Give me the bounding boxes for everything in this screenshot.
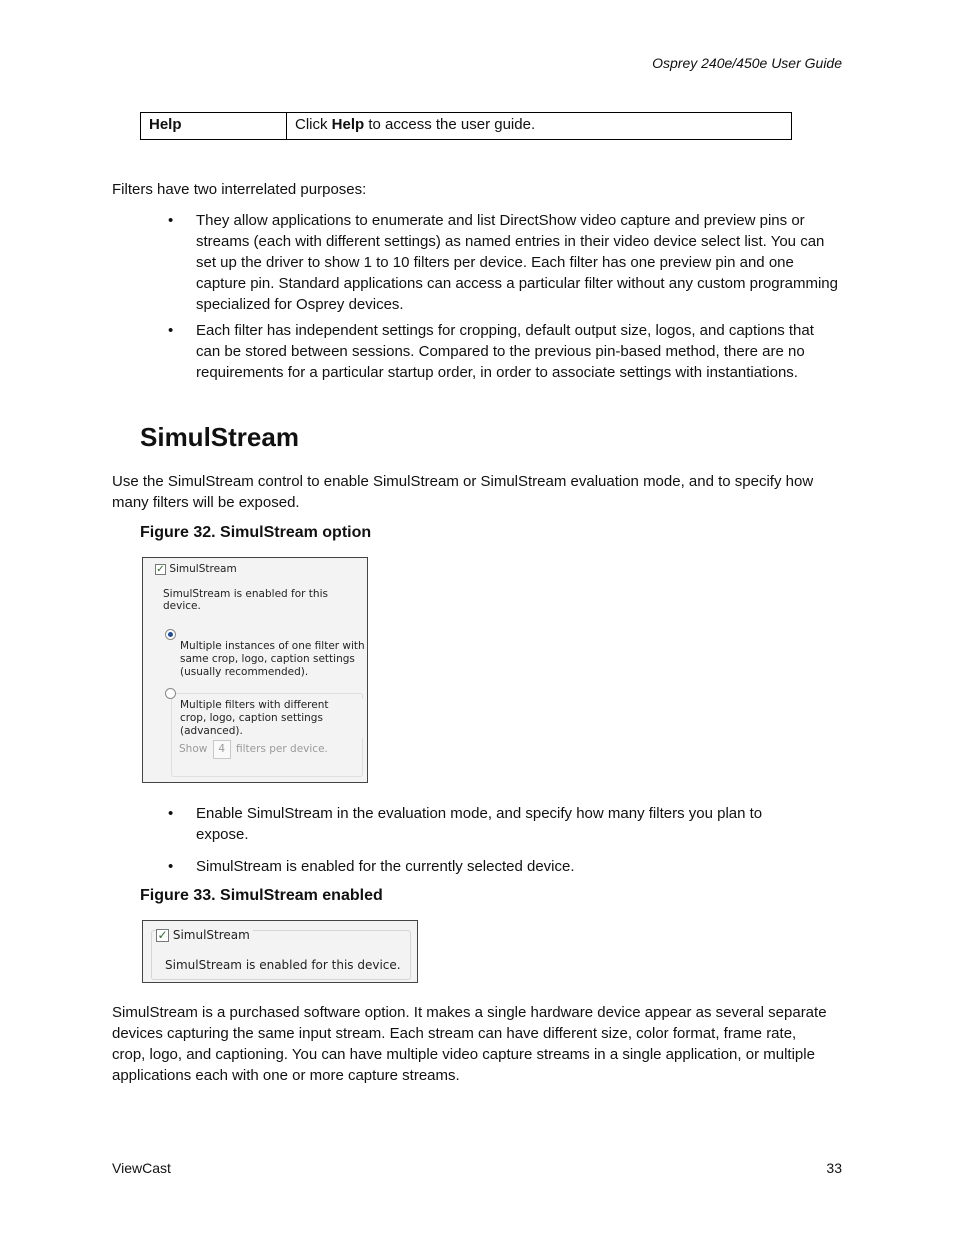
page-number: 33 [826, 1160, 842, 1176]
simulstream-option-figure [142, 557, 368, 783]
table-desc-cell [287, 113, 791, 139]
radio-multiple-instances[interactable] [165, 628, 365, 679]
show-filters-row [179, 740, 328, 759]
radio1-line: same crop, logo, caption settings [180, 653, 355, 665]
figure-caption: Figure 32. SimulStream option [140, 524, 372, 541]
intro-paragraph: Filters have two interrelated purposes: [112, 181, 367, 198]
show-label: Show [179, 743, 208, 755]
list-item [168, 803, 848, 848]
section-intro: Use the SimulStream control to enable SimulStream or SimulStream evaluation mode, and to specify how many filters will be exposed. [112, 473, 814, 511]
checkbox-checked-icon[interactable]: ✓ [157, 928, 168, 942]
help-table-row [140, 112, 792, 140]
radio1-line: Multiple instances of one filter with [180, 640, 365, 652]
section-title: SimulStream [140, 422, 299, 452]
table-label-cell: Help [141, 113, 287, 139]
desc-bold: Help [331, 116, 365, 133]
list-item-text: SimulStream is enabled for the currently selected device. [196, 858, 575, 875]
list-item-text: They allow applications to enumerate and list DirectShow video capture and preview pins or streams (each with different settings) as named entries in their video device select list. You can set up the driver to show 1 to 10 filters per device. Each filter has one preview pin and one capture pin. Standard applications can access a particular filter without any custom programming specialized for Osprey devices. [196, 212, 838, 313]
radio2-line: Multiple filters with different [180, 699, 329, 711]
list-item-text: Each filter has independent settings for cropping, default output size, logos, and captions that can be stored between sessions. Compared to the previous pin-based method, there are no requirements for a particular startup order, in order to associate settings with instantiations. [196, 322, 814, 381]
radio-unselected-icon[interactable] [165, 688, 176, 699]
figure-caption: Figure 33. SimulStream enabled [140, 887, 383, 904]
closing-paragraph: SimulStream is a purchased software option. It makes a single hardware device appear as several separate devices capturing the same input stream. Each stream can have different size, color format, frame rate, crop, logo, and captioning. You can have multiple video capture streams in a single application, or multiple applications each with one or more capture streams. [112, 1004, 827, 1084]
bullet-icon: • [168, 858, 174, 875]
checkbox-label: SimulStream [172, 928, 250, 942]
list-item [168, 210, 848, 315]
radio2-line: (advanced). [180, 725, 243, 737]
footer-company: ViewCast [112, 1160, 171, 1176]
running-header: Osprey 240e/450e User Guide [652, 55, 842, 71]
status-text: SimulStream is enabled for this device. [165, 958, 401, 972]
list-item-text: Enable SimulStream in the evaluation mode, and specify how many filters you plan to expose. [196, 805, 763, 843]
status-text: SimulStream is enabled for this device. [163, 588, 328, 612]
desc-pre: Click [295, 116, 332, 133]
show-suffix: filters per device. [236, 743, 328, 755]
filters-count-input[interactable]: 4 [213, 740, 231, 759]
list-item [168, 320, 848, 405]
radio-selected-icon[interactable] [165, 629, 176, 640]
bullet-icon: • [168, 322, 174, 339]
simulstream-checkbox-row[interactable] [156, 928, 253, 942]
simulstream-checkbox-row[interactable] [155, 563, 237, 575]
radio-multiple-filters[interactable] [165, 687, 365, 738]
simulstream-enabled-figure [142, 920, 418, 983]
radio1-line: (usually recommended). [180, 666, 309, 678]
bullet-icon: • [168, 805, 174, 822]
checkbox-label: SimulStream [169, 563, 237, 575]
checkbox-checked-icon[interactable]: ✓ [156, 563, 165, 575]
bullet-icon: • [168, 212, 174, 229]
desc-post: to access the user guide. [364, 116, 536, 133]
list-item [168, 856, 848, 878]
radio2-line: crop, logo, caption settings [180, 712, 323, 724]
